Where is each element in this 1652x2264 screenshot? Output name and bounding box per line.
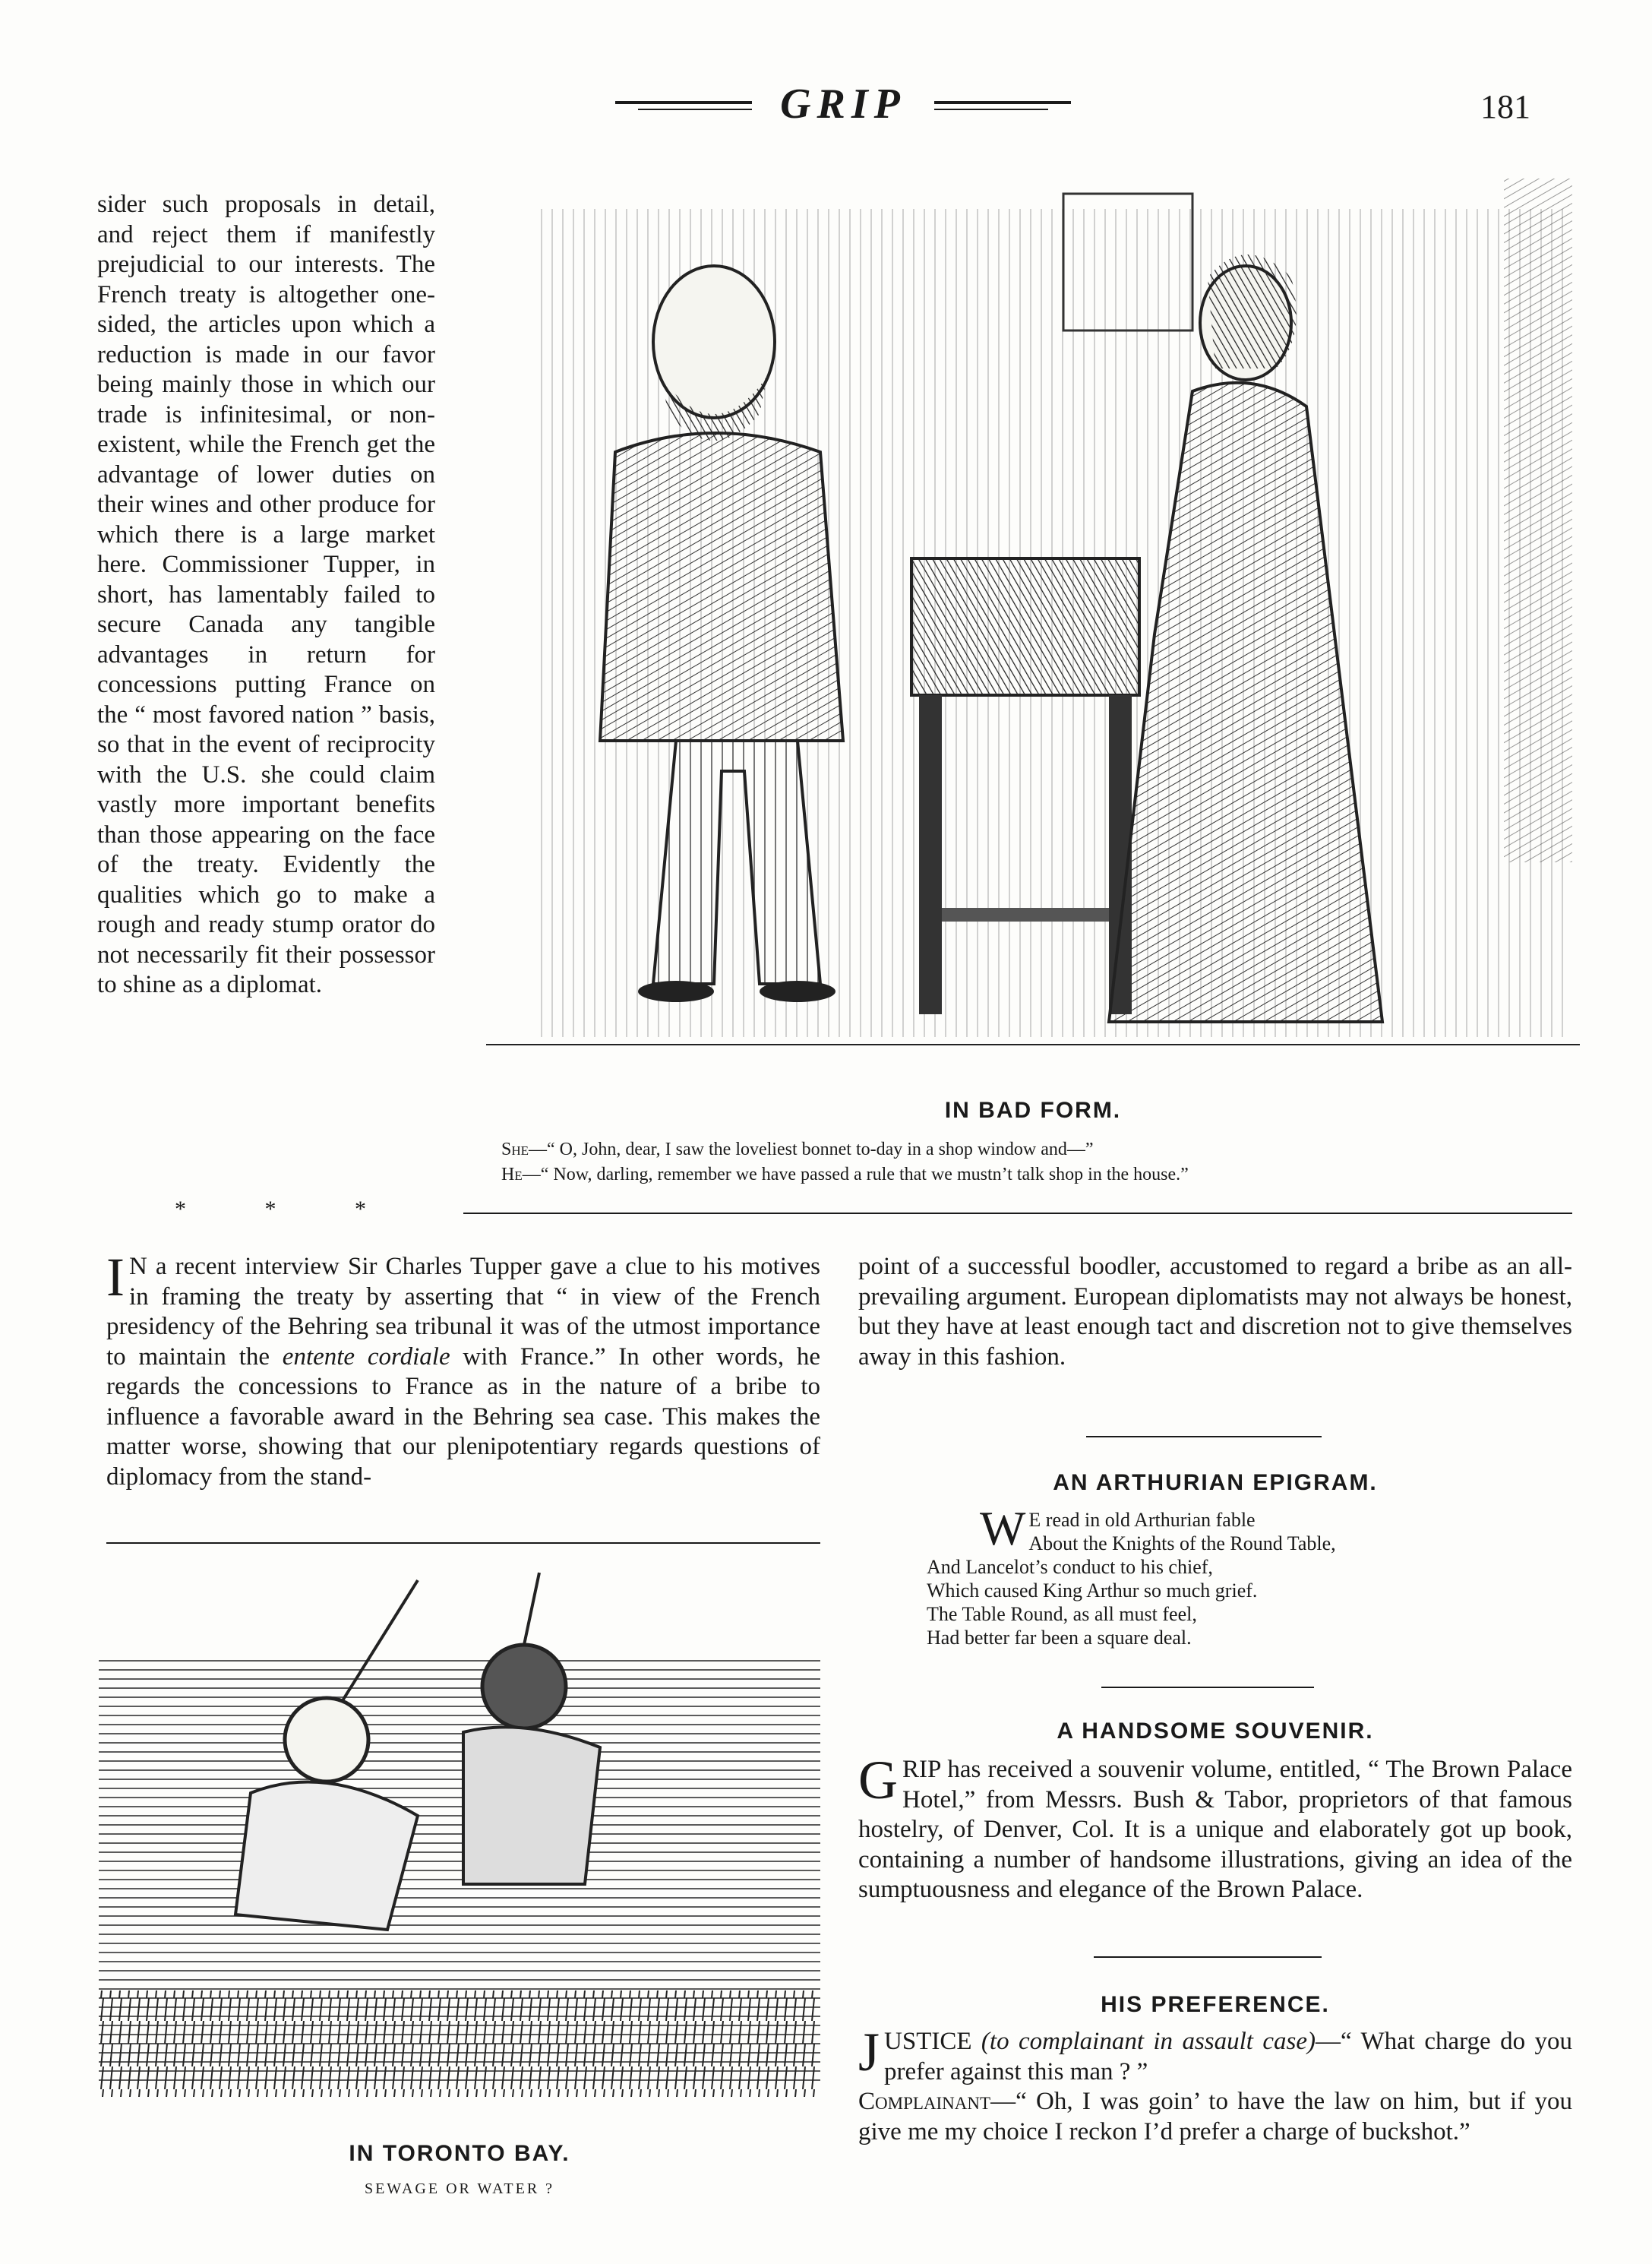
complainant-speaker: Complainant [858, 2088, 991, 2115]
divider-rule [1101, 1687, 1314, 1688]
section-separator: * * * [175, 1197, 403, 1222]
poem-line: About the Knights of the Round Table, [1028, 1532, 1336, 1554]
toronto-bay-subtitle: SEWAGE OR WATER ? [364, 2180, 555, 2197]
poem-line: And Lancelot’s conduct to his chief, [927, 1556, 1213, 1578]
masthead-rule [934, 109, 1048, 110]
preference-text [858, 2022, 1572, 2147]
poem-line: E read in old Arthurian fable [1028, 1509, 1256, 1531]
stage-direction: (to complainant in assault case) [971, 2028, 1316, 2055]
complainant-line: —“ Oh, I was goin’ to have the law on him, but if you give me my choice I reckon I’d prefer a charge of buckshot.” [858, 2088, 1572, 2145]
justice-word: USTICE [884, 2028, 972, 2055]
article-text: with France.” In other words, he regards the concessions to France as in the nature of a bribe to influence a favorable award in the Behring sea case. This makes the matter worse, showing that our plenipotentiary regards questions of diplomacy from the stand- [106, 1342, 820, 1491]
she-dialogue: —“ O, John, dear, I saw the loveliest bonnet to-day in a shop window and—” [529, 1140, 1094, 1159]
dropcap: G [858, 1750, 898, 1810]
divider-rule [1086, 1436, 1322, 1437]
arthurian-epigram-title: AN ARTHURIAN EPIGRAM. [1053, 1470, 1378, 1495]
toronto-bay-title: IN TORONTO BAY. [349, 2141, 570, 2166]
dropcap: J [858, 2022, 880, 2082]
bad-form-title: IN BAD FORM. [944, 1098, 1122, 1123]
justice-line: —“ What charge do you prefer against this man ? ” [884, 2028, 1572, 2085]
poem-line: The Table Round, as all must feel, [927, 1603, 1197, 1625]
caption-line-he [501, 1165, 1580, 1185]
speaker-he: He [501, 1165, 523, 1184]
masthead [592, 80, 1094, 133]
dropcap: W [980, 1501, 1026, 1555]
caption-line-she [501, 1140, 1580, 1160]
masthead-rule [934, 101, 1071, 104]
editorial-column: sider such proposals in detail, and reject them if manifestly prejudicial to our interests. The French treaty is altogether one-sided, the articles upon which a reduction is made in our favor being mainly those in which our trade is infinitesimal, or non-existent, while the French get the advantage of lower duties on their wines and other produce for which there is a large market here. Commissioner Tupper, in short, has lamentably failed to secure Canada any tangible advantages in return for concessions putting France on the “ most favored nation ” basis, so that in the event of reciprocity with the U.S. she could claim vastly more important benefits than those appearing on the face of the treaty. Evidently the qualities which go to make a rough and ready stump orator do not necessarily fit their possessor to shine as a diplomat. [97, 191, 435, 998]
article-text: N a recent interview Sir Charles Tupper gave a clue to his motives in framing the treaty by asserting that “ in view of the French presidency of the Behring sea tribunal it was of the utmost importance to maintain the [106, 1253, 820, 1371]
poem-line: Had better far been a square deal. [927, 1627, 1192, 1649]
he-dialogue: —“ Now, darling, remember we have passed a rule that we mustn’t talk shop in the house.” [522, 1165, 1189, 1184]
tupper-article-col2: point of a successful boodler, accustomed to regard a bribe as an all-prevailing argument. European diplomatists may not always be honest, but they have at least enough tact and discretion not to give themselves away in this fashion. [858, 1253, 1572, 1371]
poem-line: Which caused King Arthur so much grief. [927, 1579, 1258, 1602]
divider-rule [463, 1213, 1572, 1214]
masthead-title: GRIP [780, 81, 906, 128]
page-number: 181 [1480, 88, 1530, 125]
toronto-bay-illustration [99, 1565, 820, 2135]
souvenir-text [858, 1750, 1572, 1905]
divider-rule [1094, 1956, 1322, 1958]
speaker-she: She [501, 1140, 529, 1159]
tupper-article-col1 [106, 1247, 820, 1492]
souvenir-body: RIP has received a souvenir volume, entitled, “ The Brown Palace Hotel,” from Messrs. Bush & Tabor, proprietors of that famous hostelry, of Denver, Col. It is a unique and elaborately got up book, containing a number of handsome illustrations, giving an idea of the sumptuousness and elegance of the Brown Palace. [858, 1756, 1572, 1903]
preference-title: HIS PREFERENCE. [1101, 1992, 1330, 2017]
arthurian-poem [927, 1501, 1557, 1649]
bad-form-illustration [486, 163, 1580, 1090]
souvenir-title: A HANDSOME SOUVENIR. [1057, 1719, 1374, 1744]
divider-rule [106, 1542, 820, 1544]
article-emphasis: entente cordiale [282, 1342, 450, 1371]
dropcap: I [106, 1247, 125, 1307]
